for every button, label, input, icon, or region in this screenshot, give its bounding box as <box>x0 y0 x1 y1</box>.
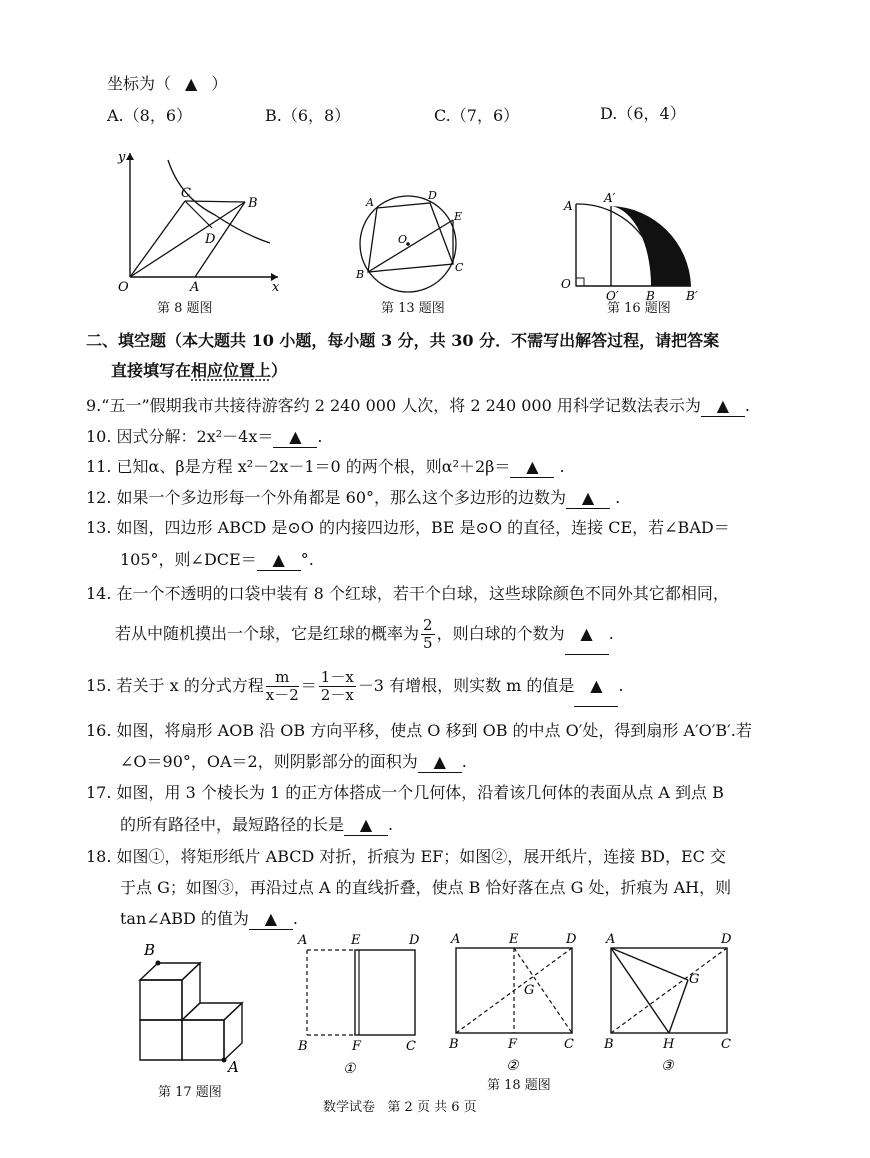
fig8-label-a: A <box>190 280 200 295</box>
question-9: 9.“五一”假期我市共接待游客约 2 240 000 人次，将 2 240 000 用科学记数法表示为 ▲ . <box>86 396 750 415</box>
svg-text:E: E <box>351 933 361 948</box>
answer-blank-10: ▲ <box>273 427 317 448</box>
svg-text:F: F <box>508 1037 518 1052</box>
fig13-caption: 第 13 题图 <box>381 301 445 316</box>
fig13-label-e: E <box>454 210 463 223</box>
svg-text:B: B <box>449 1037 459 1052</box>
svg-text:F: F <box>352 1039 362 1054</box>
footer <box>323 1100 477 1116</box>
footer-page: 第 2 页 共 6 页 <box>387 1100 477 1115</box>
answer-blank-16: ▲ <box>418 752 462 773</box>
figure-13 <box>352 188 472 308</box>
section2-heading-line2: 直接填写在相应位置上） <box>111 361 288 380</box>
svg-text:A: A <box>606 932 616 947</box>
fraction-1: $\frac{m}{x-2}$ <box>265 668 299 704</box>
question-13-line1: 13. 如图，四边形 ABCD 是⊙O 的内接四边形，BE 是⊙O 的直径，连接 CE，若∠BAD＝ <box>86 518 730 537</box>
fig16-label-b-prime: B′ <box>686 289 698 303</box>
svg-text:G: G <box>689 972 700 987</box>
q8-tail: 坐标为（ ▲ ） <box>107 74 228 93</box>
svg-text:B: B <box>604 1037 614 1052</box>
fig8-caption: 第 8 题图 <box>157 301 213 316</box>
question-18-line3: tan∠ABD 的值为 ▲ . <box>120 909 299 928</box>
svg-text:D: D <box>566 932 577 947</box>
section2-heading: 二、填空题（本大题共 10 小题，每小题 3 分，共 30 分．不需写出解答过程，请把答案 <box>86 331 720 350</box>
answer-blank-15: ▲ <box>574 666 618 707</box>
figure-16 <box>560 190 710 303</box>
figure-8 <box>110 145 290 295</box>
fig13-label-c: C <box>455 261 464 274</box>
svg-text:E: E <box>509 932 519 947</box>
svg-text:C: C <box>564 1037 574 1052</box>
fig8-label-o: O <box>118 280 129 295</box>
question-16-line2: ∠O＝90°，OA＝2，则阴影部分的面积为 ▲ . <box>120 752 467 771</box>
svg-text:C: C <box>721 1037 731 1052</box>
question-18-line2: 于点 G；如图③，再沿过点 A 的直线折叠，使点 B 恰好落在点 G 处，折痕为 AH，则 <box>120 878 732 897</box>
svg-text:H: H <box>663 1037 675 1052</box>
fig13-label-a: A <box>366 196 374 209</box>
fig16-label-o: O <box>561 277 571 291</box>
svg-text:B: B <box>298 1039 308 1054</box>
question-13-line2: 105°，则∠DCE＝ ▲ °. <box>120 550 314 569</box>
fig17-caption: 第 17 题图 <box>158 1085 222 1100</box>
figure-18-3 <box>603 930 743 1074</box>
q8-option-b: B.（6，8） <box>265 106 351 125</box>
fig13-label-o: O <box>398 233 408 246</box>
question-18-line1: 18. 如图①，将矩形纸片 ABCD 对折，折痕为 EF；如图②，展开纸片，连接 BD，EC 交 <box>86 847 726 866</box>
fig18-sub-1: ① <box>343 1061 356 1077</box>
fig18-sub-2: ② <box>506 1058 519 1074</box>
figure-18-1 <box>295 930 435 1077</box>
q8-option-c: C.（7，6） <box>434 106 520 125</box>
question-17-line2: 的所有路径中，最短路径的长是 ▲ . <box>120 815 394 834</box>
svg-text:G: G <box>524 983 535 998</box>
fig13-label-b: B <box>356 268 365 281</box>
figure-18-2 <box>448 930 588 1074</box>
answer-blank-9: ▲ <box>701 396 745 417</box>
question-11: 11. 已知α、β是方程 x²－2x－1＝0 的两个根，则α²＋2β＝ ▲ . <box>86 457 565 476</box>
fig16-label-a-prime: A′ <box>604 191 616 205</box>
fig8-label-c: C <box>181 186 191 201</box>
answer-blank-13: ▲ <box>257 550 301 571</box>
question-12: 12. 如果一个多边形每一个外角都是 60°，那么这个多边形的边数为 ▲ . <box>86 488 621 507</box>
fig8-label-d: D <box>205 232 216 247</box>
fig16-label-b: B <box>646 289 655 303</box>
question-15: 15. 若关于 x 的分式方程 $\frac{m}{x-2}$ ＝ $\frac{1-x}{2-x}$ －3 有增根，则实数 m 的值是 ▲ . <box>86 666 624 707</box>
answer-blank-17: ▲ <box>344 815 388 836</box>
fig13-label-d: D <box>428 189 437 202</box>
fig16-label-o-prime: O′ <box>606 289 619 303</box>
fig8-label-x: x <box>272 280 280 295</box>
q8-option-d: D.（6，4） <box>600 104 686 123</box>
svg-text:D: D <box>409 933 420 948</box>
fig16-label-a: A <box>564 199 573 213</box>
answer-blank-11: ▲ <box>510 457 554 478</box>
answer-blank-18: ▲ <box>249 909 293 930</box>
answer-blank-14: ▲ <box>565 614 609 655</box>
answer-blank-12: ▲ <box>566 488 610 509</box>
fraction-2: $\frac{1-x}{2-x}$ <box>320 668 354 704</box>
question-14-line2: 若从中随机摸出一个球，它是红球的概率为 $\frac{2}{5}$ ，则白球的个数为 ▲ . <box>115 614 614 655</box>
fig8-label-b: B <box>248 196 258 211</box>
figure-17 <box>130 935 250 1075</box>
question-10: 10. 因式分解：2x²－4x＝ ▲ . <box>86 427 323 446</box>
q8-option-a: A.（8，6） <box>107 106 193 125</box>
fig17-label-a: A <box>228 1058 239 1076</box>
footer-subject: 数学试卷 <box>323 1100 376 1115</box>
svg-text:A: A <box>298 933 308 948</box>
svg-text:A: A <box>451 932 461 947</box>
fig18-caption: 第 18 题图 <box>487 1078 551 1093</box>
fig16-caption: 第 16 题图 <box>607 301 671 316</box>
fig8-label-y: y <box>118 150 126 165</box>
question-17-line1: 17. 如图，用 3 个棱长为 1 的正方体搭成一个几何体，沿着该几何体的表面从点 A 到点 B <box>86 783 724 802</box>
fig18-sub-3: ③ <box>661 1058 674 1074</box>
fig17-label-b: B <box>144 941 156 959</box>
svg-text:C: C <box>406 1039 416 1054</box>
probability-fraction: $\frac{2}{5}$ <box>423 616 433 652</box>
question-14-line1: 14. 在一个不透明的口袋中装有 8 个红球，若干个白球，这些球除颜色不同外其它都相同， <box>86 584 729 603</box>
question-16-line1: 16. 如图，将扇形 AOB 沿 OB 方向平移，使点 O 移到 OB 的中点 O′处，得到扇形 A′O′B′.若 <box>86 721 752 740</box>
svg-text:D: D <box>721 932 732 947</box>
